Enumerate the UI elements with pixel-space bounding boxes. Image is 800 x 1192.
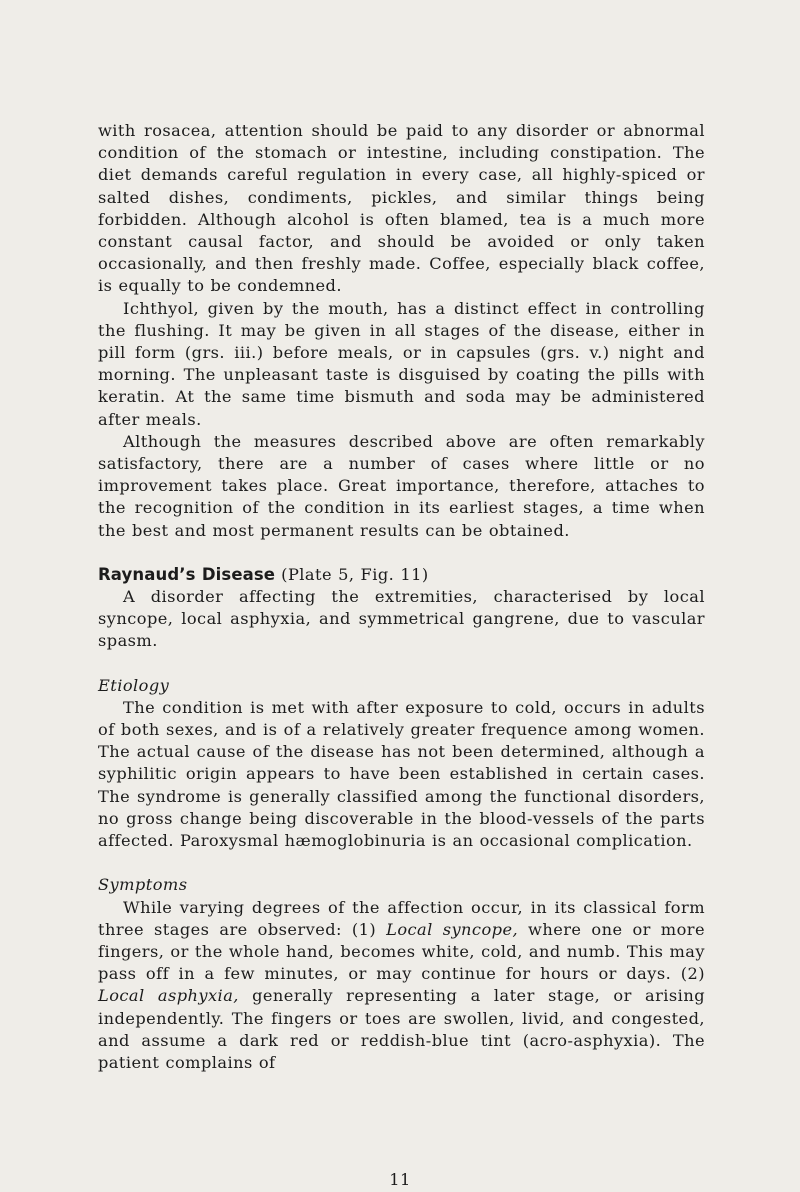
paragraph-etiology: The condition is met with after exposure to cold, occurs in adults of both sexes, and is of a relatively greater frequence among women. The actual cause of the disease has not been determined, although a syphilitic origin appears to have been established in certain cases. The syndrome is generally classified among the functional disorders, no gross change being discoverable in the blood-vessels of the parts affected. Paroxysmal hæmoglobinuria is an occasional complication.	[98, 697, 705, 851]
paragraph-definition: A disorder affecting the extremities, characterised by local syncope, local asphyxia, and symmetrical gangrene, due to vascular spasm.	[98, 587, 705, 651]
symptoms-text: While varying degrees of the affection occur, in its classical form three stages are observed: (1)	[98, 897, 705, 939]
body-text	[98, 120, 705, 1074]
symptoms-heading: Symptoms	[98, 875, 188, 895]
section-title: Raynaud’s Disease	[98, 564, 276, 584]
symptoms-text: where one or more fingers, or the whole hand, becomes white, cold, and numb. This may pass off in a few minutes, or may continue for hours or days. (2)	[98, 919, 705, 984]
plate-reference: (Plate 5, Fig. 11)	[275, 564, 429, 584]
paragraph-symptoms	[98, 897, 705, 1075]
symptoms-text: generally representing a later stage, or arising independently. The fingers or toes are swollen, livid, and congested, and assume a dark red or reddish-blue tint (acro-asphyxia). The patient complains of	[98, 986, 706, 1072]
section-gap	[98, 542, 705, 564]
paragraph-measures: Although the measures described above are often remarkably satisfactory, there are a number of cases where little or no improvement takes place. Great importance, therefore, attaches to the recognition of the condition in its earliest stages, a time when the best and most permanent results can be obtained.	[98, 431, 705, 540]
section-gap	[98, 852, 705, 874]
term-local-asphyxia: Local asphyxia,	[98, 986, 239, 1006]
term-local-syncope: Local syncope,	[386, 919, 519, 939]
paragraph-rosacea-diet: with rosacea, attention should be paid to any disorder or abnormal condition of the stomach or intestine, including constipation. The diet demands careful regulation in every case, all highly-spiced or salted dishes, condiments, pickles, and similar things being forbidden. Although alcohol is often blamed, tea is a much more constant causal factor, and should be avoided or only taken occasionally, and then freshly made. Coffee, especially black coffee, is equally to be condemned.	[98, 121, 705, 296]
paragraph-ichthyol: Ichthyol, given by the mouth, has a distinct effect in controlling the flushing. It may be given in all stages of the disease, either in pill form (grs. iii.) before meals, or in capsules (grs. v.) night and morning. The unpleasant taste is disguised by coating the pills with keratin. At the same time bismuth and soda may be administered after meals.	[98, 298, 705, 429]
page-number: 11	[389, 1170, 411, 1189]
etiology-heading: Etiology	[98, 675, 170, 695]
section-heading	[98, 564, 705, 586]
section-gap	[98, 653, 705, 675]
